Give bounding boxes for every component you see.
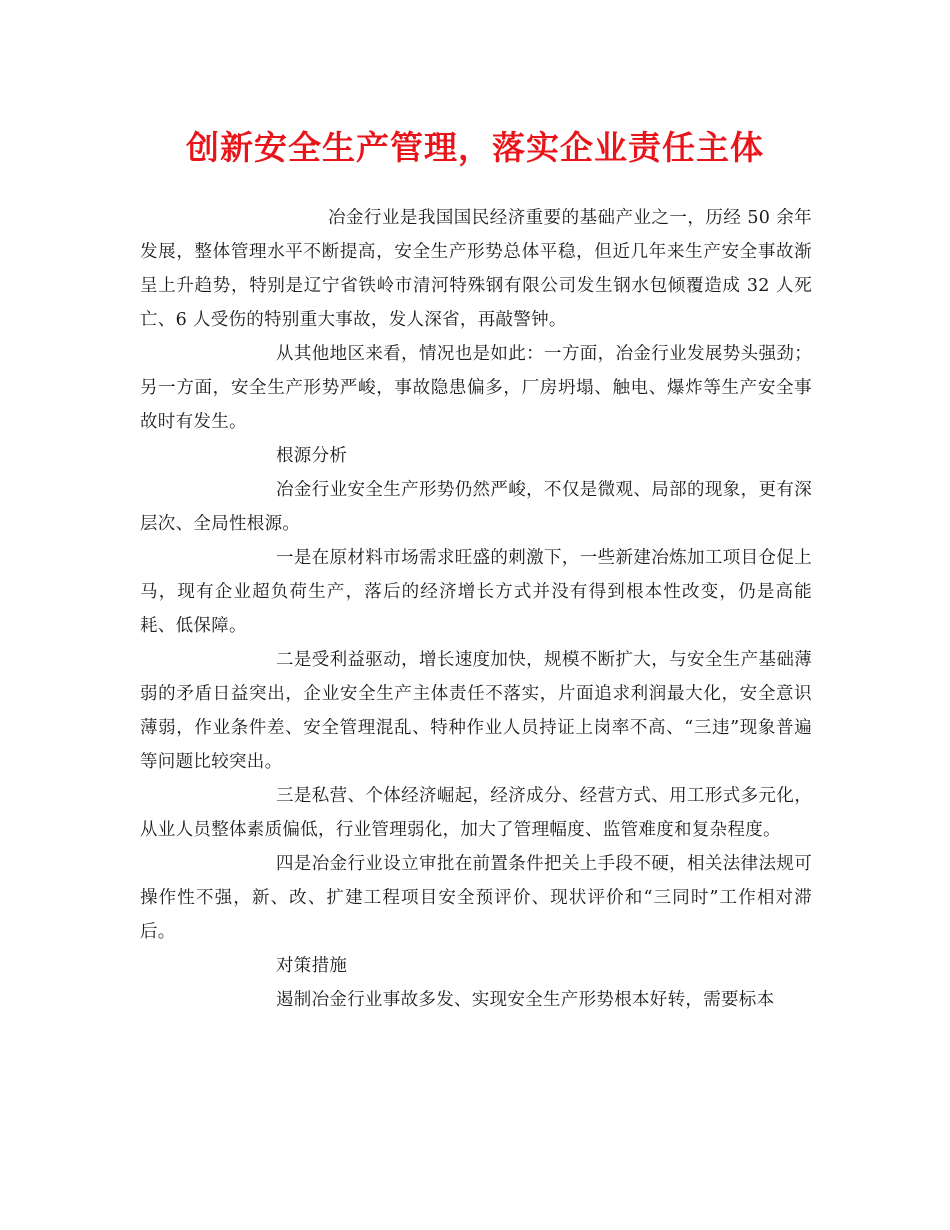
paragraph-countermeasures-intro: 遏制冶金行业事故多发、实现安全生产形势根本好转，需要标本 [276, 990, 775, 1010]
document-body [140, 201, 812, 1017]
section-heading-root-cause: 根源分析 [276, 446, 348, 466]
paragraph-cause-four: 四是冶金行业设立审批在前置条件把关上手段不硬，相关法律法规可操作性不强，新、改、扩建工程项目安全预评价、现状评价和“三同时”工作相对滞后。 [140, 854, 812, 942]
section-heading-countermeasures: 对策措施 [276, 956, 348, 976]
paragraph-root-cause-summary: 冶金行业安全生产形势仍然严峻，不仅是微观、局部的现象，更有深层次、全局性根源。 [140, 480, 812, 534]
paragraph-other-regions: 从其他地区来看，情况也是如此：一方面，冶金行业发展势头强劲；另一方面，安全生产形势严峻，事故隐患偏多，厂房坍塌、触电、爆炸等生产安全事故时有发生。 [140, 344, 812, 432]
paragraph-cause-one: 一是在原材料市场需求旺盛的刺激下，一些新建冶炼加工项目仓促上马，现有企业超负荷生产，落后的经济增长方式并没有得到根本性改变，仍是高能耗、低保障。 [140, 548, 812, 636]
paragraph-cause-three: 三是私营、个体经济崛起，经济成分、经营方式、用工形式多元化，从业人员整体素质偏低，行业管理弱化，加大了管理幅度、监管难度和复杂程度。 [140, 786, 812, 840]
paragraph-intro: 冶金行业是我国国民经济重要的基础产业之一，历经 50 余年发展，整体管理水平不断提高，安全生产形势总体平稳，但近几年来生产安全事故渐呈上升趋势，特别是辽宁省铁岭市清河特殊钢有限公司发生钢水包倾覆造成 32 人死亡、6 人受伤的特别重大事故，发人深省，再敲警钟。 [140, 208, 812, 330]
paragraph-cause-two: 二是受利益驱动，增长速度加快，规模不断扩大，与安全生产基础薄弱的矛盾日益突出，企业安全生产主体责任不落实，片面追求利润最大化，安全意识薄弱，作业条件差、安全管理混乱、特种作业人员持证上岗率不高、“三违”现象普遍等问题比较突出。 [140, 650, 812, 772]
document-title: 创新安全生产管理，落实企业责任主体 [186, 128, 764, 167]
